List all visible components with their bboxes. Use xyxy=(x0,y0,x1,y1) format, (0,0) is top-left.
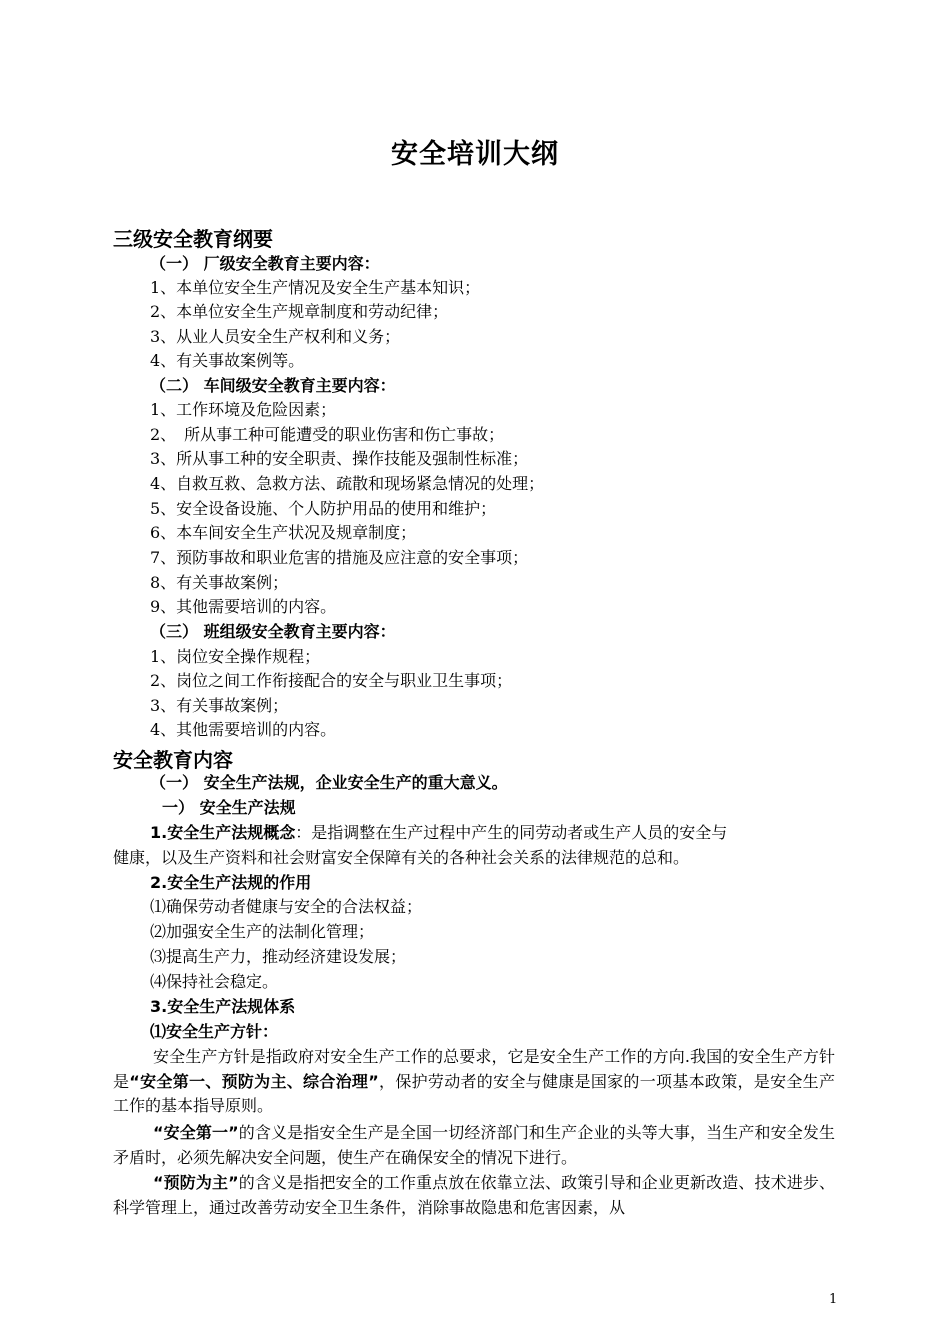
list-item: 4、自救互救、急救方法、疏散和现场紧急情况的处理； xyxy=(150,474,545,493)
list-item: 7、预防事故和职业危害的措施及应注意的安全事项； xyxy=(150,548,529,567)
team-heading: （三） 班组级安全教育主要内容： xyxy=(150,622,396,641)
list-item: 6、本车间安全生产状况及规章制度； xyxy=(150,523,417,542)
list-item: 3、从业人员安全生产权利和义务； xyxy=(150,327,401,346)
list-item: 4、有关事故案例等。 xyxy=(150,351,305,370)
list-item: 9、其他需要培训的内容。 xyxy=(150,597,337,616)
policy-slogan: “安全第一、预防为主、综合治理” xyxy=(129,1071,379,1091)
list-item: 8、有关事故案例； xyxy=(150,573,289,592)
paragraph-text: 安全生产方针是指政府对安全生产工作的总要求，它是安全生产工作的方向.我国的安全生产方针是 xyxy=(113,1047,835,1091)
list-item: ⑵加强安全生产的法制化管理； xyxy=(150,922,375,941)
page-title: 安全培训大纲 xyxy=(391,139,559,170)
workshop-heading: （二） 车间级安全教育主要内容： xyxy=(150,376,396,395)
list-item: ⑶提高生产力，推动经济建设发展； xyxy=(150,947,407,966)
paragraph-policy xyxy=(113,1045,835,1119)
paragraph-safety-first xyxy=(113,1121,835,1170)
role-heading: 2.安全生产法规的作用 xyxy=(150,873,312,892)
system-heading: 3.安全生产法规体系 xyxy=(150,997,296,1016)
list-item: ⑷保持社会稳定。 xyxy=(150,972,279,991)
list-item: 5、安全设备设施、个人防护用品的使用和维护； xyxy=(150,499,497,518)
list-item: 1、本单位安全生产情况及安全生产基本知识； xyxy=(150,278,481,297)
paragraph-text: 的含义是指把安全的工作重点放在依靠立法、政策引导和企业更新改造、技术进步、科学管理上，通过改善劳动安全卫生条件，消除事故隐患和危害因素，从 xyxy=(113,1173,835,1217)
list-item: 1、岗位安全操作规程； xyxy=(150,647,321,666)
paragraph-text: ，保护劳动者的安全与健康是国家的一项基本政策，是安全生产工作的基本指导原则。 xyxy=(113,1071,835,1115)
concept-label: 1.安全生产法规概念 xyxy=(150,823,296,842)
paragraph-text: 的含义是指安全生产是全国一切经济部门和生产企业的头等大事，当生产和安全发生矛盾时，必须先解决安全问题，使生产在确保安全的情况下进行。 xyxy=(113,1123,835,1167)
section-heading-education-content: 安全教育内容 xyxy=(113,748,233,772)
list-item: 2、岗位之间工作衔接配合的安全与职业卫生事项； xyxy=(150,671,513,690)
concept-line xyxy=(150,821,727,845)
list-item: 4、其他需要培训的内容。 xyxy=(150,720,337,739)
subsection-heading-regulations: 一） 安全生产法规 xyxy=(162,798,296,817)
list-item: 3、所从事工种的安全职责、操作技能及强制性标准； xyxy=(150,449,529,468)
term-prevention-first: “预防为主” xyxy=(153,1173,239,1192)
term-safety-first: “安全第一” xyxy=(153,1123,239,1142)
list-item: 1、工作环境及危险因素； xyxy=(150,400,337,419)
list-item: ⑴确保劳动者健康与安全的合法权益； xyxy=(150,897,423,916)
policy-heading: ⑴安全生产方针： xyxy=(150,1022,279,1041)
concept-text-continued: 健康，以及生产资料和社会财富安全保障有关的各种社会关系的法律规范的总和。 xyxy=(113,848,690,867)
subsection-heading-laws: （一） 安全生产法规，企业安全生产的重大意义。 xyxy=(150,773,508,792)
page-number: 1 xyxy=(829,1292,838,1307)
section-heading-three-level: 三级安全教育纲要 xyxy=(113,227,273,251)
list-item: 2、本单位安全生产规章制度和劳动纪律； xyxy=(150,302,449,321)
concept-text: ：是指调整在生产过程中产生的同劳动者或生产人员的安全与 xyxy=(295,823,728,842)
paragraph-prevention-first xyxy=(113,1171,835,1220)
factory-heading: （一） 厂级安全教育主要内容： xyxy=(150,254,380,273)
list-item: 2、 所从事工种可能遭受的职业伤害和伤亡事故； xyxy=(150,425,505,444)
list-item: 3、有关事故案例； xyxy=(150,696,289,715)
